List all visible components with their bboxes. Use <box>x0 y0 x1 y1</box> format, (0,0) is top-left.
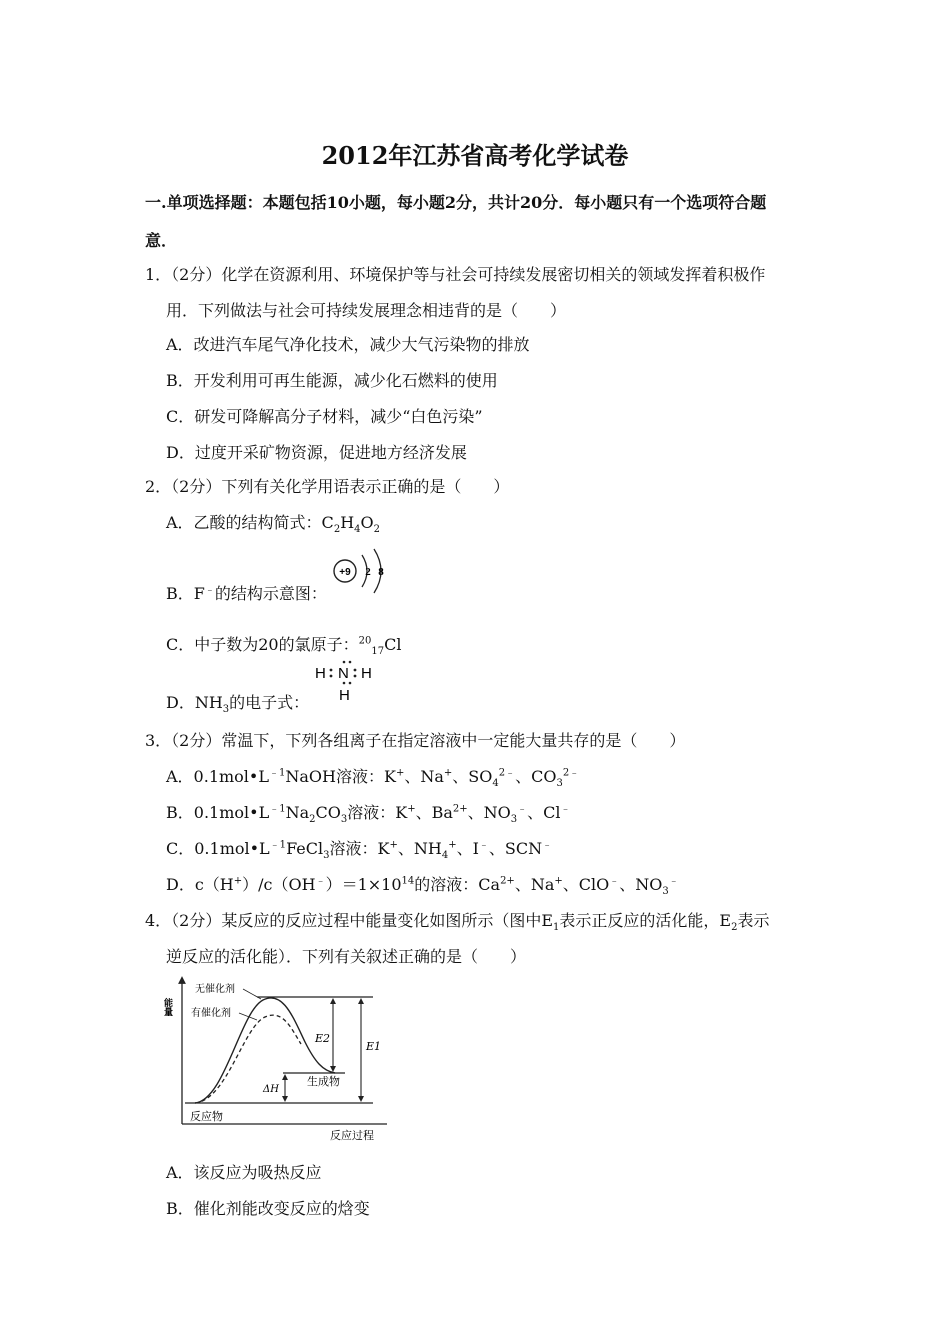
nh3-electron-dot-formula <box>311 660 381 706</box>
x-axis-label: 反应过程 <box>330 1129 374 1142</box>
q1-stem: 1．（2分）化学在资源利用、环境保护等与社会可持续发展密切相关的领域发挥着积极作 <box>145 265 766 284</box>
q1-option-a: A．改进汽车尾气净化技术，减少大气污染物的排放 <box>166 335 530 354</box>
legend-with-catalyst: 有催化剂 <box>191 1008 231 1019</box>
page-title: 2012年江苏省高考化学试卷 <box>321 141 629 170</box>
q3-stem: 3．（2分）常温下，下列各组离子在指定溶液中一定能大量共存的是（ ） <box>145 731 686 750</box>
q4-stem-cont: 逆反应的活化能）．下列有关叙述正确的是（ ） <box>166 947 527 966</box>
q4-stem: 4．（2分）某反应的反应过程中能量变化如图所示（图中$E_1$表示正反应的活化能，$E_2$表示 <box>145 911 770 934</box>
svg-text:8: 8 <box>378 566 384 578</box>
svg-text:H: H <box>339 687 350 704</box>
q4-option-b: B．催化剂能改变反应的焓变 <box>166 1199 370 1218</box>
energy-profile-chart <box>162 972 395 1147</box>
svg-text:+9: +9 <box>339 567 351 578</box>
q2-option-c: C．中子数为20的氯原子：$^{20}_{17}$Cl <box>166 635 402 658</box>
delta-h-label: ΔH <box>263 1084 279 1095</box>
q1-option-d: D．过度开采矿物资源，促进地方经济发展 <box>166 443 467 462</box>
e1-label: E1 <box>366 1040 382 1053</box>
svg-text:2: 2 <box>365 566 371 578</box>
q3-option-d: D．$c(H^+)/c(OH^﹣)=1\times 10^{14}$的溶液：$Ca^{2+}$、Na+、ClO﹣、$NO_3^﹣$ <box>166 875 679 898</box>
fluoride-structure-diagram <box>330 545 392 599</box>
y-axis-label: 能量 <box>162 998 172 1016</box>
svg-text:N: N <box>338 665 349 682</box>
q1-option-c: C．研发可降解高分子材料，减少“白色污染” <box>166 407 483 426</box>
section-heading-cont: 意． <box>145 231 178 250</box>
q1-option-b: B．开发利用可再生能源，减少化石燃料的使用 <box>166 371 498 390</box>
q1-stem-cont: 用．下列做法与社会可持续发展理念相违背的是（ ） <box>166 301 567 320</box>
q3-option-c: C．$0.1mol•L^{﹣1}FeCl_3$溶液：K+、$NH_4^+$、I﹣、SCN﹣ <box>166 839 553 862</box>
e2-label: E2 <box>315 1032 331 1045</box>
svg-text:H: H <box>361 665 372 682</box>
reactant-label: 反应物 <box>190 1110 223 1123</box>
q4-option-a: A．该反应为吸热反应 <box>166 1163 322 1182</box>
q2-option-d: D．$NH_3$的电子式： <box>166 693 310 716</box>
q2-option-b: B．F﹣的结构示意图： <box>166 584 327 603</box>
product-label: 生成物 <box>307 1075 340 1088</box>
legend-no-catalyst: 无催化剂 <box>195 984 235 995</box>
q3-option-a: A．$0.1mol•L^{﹣1}NaOH$溶液：K+、Na+、$SO_4^{2﹣}$、$CO_3^{2﹣}$ <box>166 767 580 790</box>
svg-text:H: H <box>315 665 326 682</box>
q2-option-a: A．乙酸的结构简式：$C_2H_4O_2$ <box>166 513 381 536</box>
q3-option-b: B．$0.1mol•L^{﹣1}Na_2CO_3$溶液：K+、$Ba^{2+}$、$NO_3^﹣$、Cl﹣ <box>166 803 571 826</box>
section-heading: 一.单项选择题：本题包括10小题，每小题2分，共计20分．每小题只有一个选项符合题 <box>145 193 767 212</box>
q2-stem: 2．（2分）下列有关化学用语表示正确的是（ ） <box>145 477 510 496</box>
